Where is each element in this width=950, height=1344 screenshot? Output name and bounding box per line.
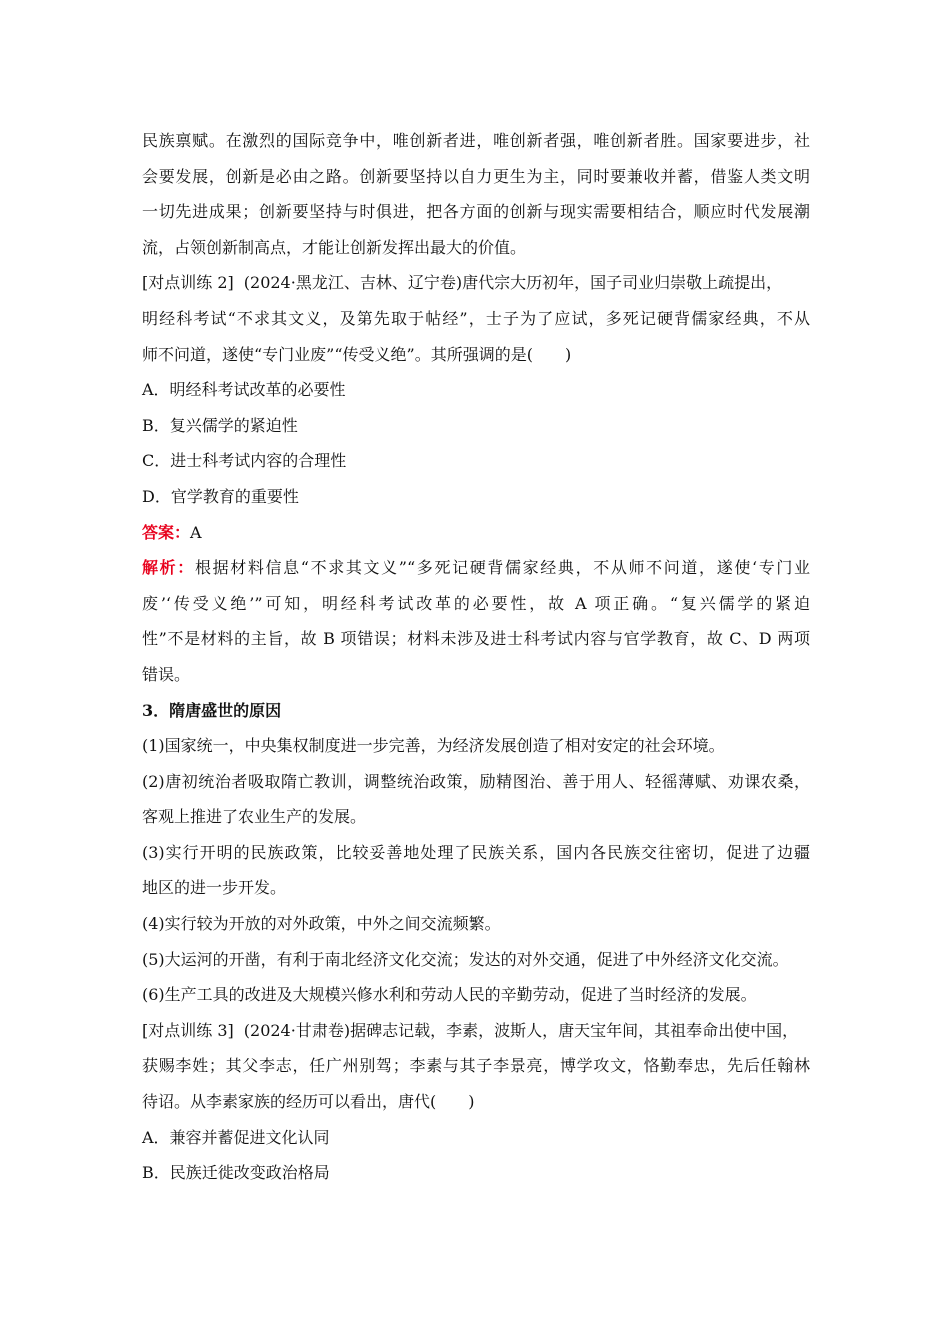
intro-line-4: 流，占领创新制高点，才能让创新发挥出最大的价值。	[142, 237, 527, 257]
training3-question-line-2: 获赐李姓；其父李志，任广州别驾；李素与其子李景亮，博学攻文，恪勤奉忠，先后任翰林	[142, 1056, 810, 1076]
intro-line-1: 民族禀赋。在激烈的国际竞争中，唯创新者进，唯创新者强，唯创新者胜。国家要进步，社	[142, 131, 810, 150]
section3-line-8: (6)生产工具的改进及大规模兴修水利和劳动人民的辛勤劳动，促进了当时经济的发展。	[142, 985, 757, 1005]
section3-line-4: (3)实行开明的民族政策，比较妥善地处理了民族关系，国内各民族交往密切，促进了边疆	[142, 842, 810, 862]
training2-source-open: (2024·	[243, 273, 296, 293]
training2-source-region: 黑龙江、吉林、辽宁卷	[295, 273, 456, 293]
training3-question-line-3: 待诏。从李素家族的经历可以看出，唐代( )	[142, 1092, 475, 1112]
training2-tag: [对点训练 2]	[142, 273, 234, 293]
training2-analysis-line-3: 性”不是材料的主旨，故 B 项错误；材料未涉及进士科考试内容与官学教育，故 C、D 两项	[142, 629, 810, 649]
training2-option-d: D．官学教育的重要性	[142, 486, 299, 506]
training2-question-line-2: 明经科考试“不求其文义，及第先取于帖经”，士子为了应试，多死记硬背儒家经典，不从	[142, 308, 810, 328]
training3-question-part-1: )据碑志记载，李素，波斯人，唐天宝年间，其祖奉命出使中国，	[343, 1020, 799, 1040]
training2-analysis-line-2: 废’‘传受义绝’”可知，明经科考试改革的必要性，故 A 项正确。“复兴儒学的紧迫	[142, 593, 810, 613]
training2-option-b: B．复兴儒学的紧迫性	[142, 415, 298, 435]
training2-question-line-3: 师不问道，遂使“专门业废”“传受义绝”。其所强调的是( )	[142, 344, 572, 364]
training2-analysis-line-4: 错误。	[142, 664, 191, 684]
section3-line-5: 地区的进一步开发。	[142, 878, 287, 898]
training3-tag: [对点训练 3]	[142, 1020, 234, 1040]
section3-heading: 3．隋唐盛世的原因	[142, 700, 282, 720]
analysis-label: 解析：	[142, 558, 195, 578]
section3-line-2: (2)唐初统治者吸取隋亡教训，调整统治政策，励精图治、善于用人、轻徭薄赋、劝课农桑，	[142, 771, 810, 791]
intro-line-2: 会要发展，创新是必由之路。创新要坚持以自力更生为主，同时要兼收并蓄，借鉴人类文明	[142, 166, 810, 186]
training2-analysis-line-1	[142, 550, 810, 586]
answer-value: A	[190, 522, 202, 542]
training3-source-open: (2024·	[243, 1020, 296, 1040]
document-body	[142, 123, 810, 1191]
intro-line-3: 一切先进成果；创新要坚持与时俱进，把各方面的创新与现实需要相结合，顺应时代发展潮	[142, 202, 810, 222]
training3-option-a: A．兼容并蓄促进文化认同	[142, 1127, 330, 1147]
training2-answer	[142, 515, 810, 551]
answer-label: 答案：	[142, 522, 191, 542]
training3-source-region: 甘肃卷	[295, 1020, 344, 1040]
training2-question-part-1: )唐代宗大历初年，国子司业归崇敬上疏提出，	[455, 273, 783, 293]
training2-question-line-1	[142, 265, 810, 301]
section3-line-1: (1)国家统一，中央集权制度进一步完善，为经济发展创造了相对安定的社会环境。	[142, 736, 725, 756]
analysis-text-1: 根据材料信息“不求其文义”“多死记硬背儒家经典，不从师不问道，遂使‘专门业	[194, 558, 810, 578]
section3-line-3: 客观上推进了农业生产的发展。	[142, 807, 367, 827]
training3-option-b: B．民族迁徙改变政治格局	[142, 1163, 330, 1183]
section3-line-7: (5)大运河的开凿，有利于南北经济文化交流；发达的对外交通，促进了中外经济文化交流。	[142, 949, 789, 969]
training2-option-c: C．进士科考试内容的合理性	[142, 451, 347, 471]
section3-line-6: (4)实行较为开放的对外政策，中外之间交流频繁。	[142, 914, 501, 934]
training2-option-a: A．明经科考试改革的必要性	[142, 380, 346, 400]
training3-question-line-1	[142, 1013, 810, 1049]
